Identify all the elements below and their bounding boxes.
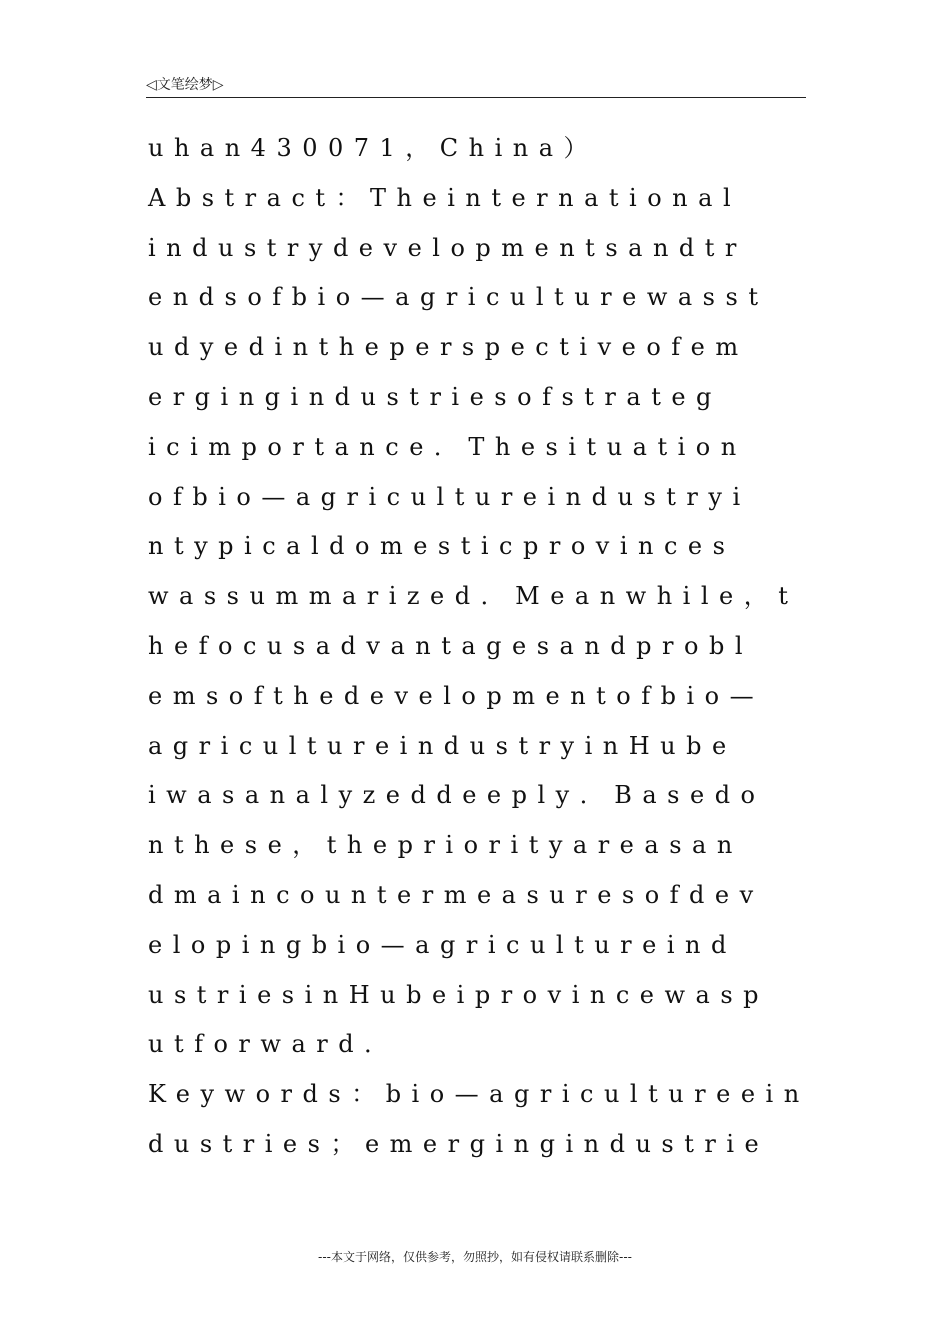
text-line: ntypicaldomesticprovinces (148, 532, 736, 561)
abstract-body (148, 124, 848, 1170)
text-line: wassummarized．Meanwhile，t (148, 582, 799, 611)
text-line: icimportance．Thesituation (148, 432, 747, 461)
text-line: udyedintheperspectiveofem (148, 333, 749, 362)
page-header: ◁文笔绘梦▷ (146, 77, 224, 93)
text-line: ergingindustriesofstrateg (148, 382, 722, 411)
text-line: nthese，thepriorityareasan (148, 831, 743, 860)
text-line: industrydevelopmentsandtr (148, 233, 747, 262)
text-line: ofbio—agricultureindustryi (148, 482, 751, 511)
text-line: utforward． (148, 1030, 399, 1059)
text-line: uhan430071，China） (148, 134, 599, 162)
page-footer: ---本文于网络，仅供参考，勿照抄，如有侵权请联系删除--- (318, 1250, 632, 1264)
text-line: hefocusadvantagesandprobl (148, 631, 753, 660)
text-line: ustriesinHubeiprovincewasp (148, 980, 769, 1009)
header-divider (146, 97, 806, 98)
text-line: Abstract：Theinternational (148, 183, 742, 212)
text-line: elopingbio—agricultureind (148, 930, 737, 959)
text-line: emsofthedevelopmentofbio— (148, 681, 765, 710)
text-line: iwasanalyzeddeeply．Basedo (148, 781, 766, 810)
text-line: dmaincountermeasuresofdev (148, 880, 764, 909)
text-line: endsofbio—agriculturewasst (148, 283, 769, 312)
keywords-line: dustries；emergingindustrie (148, 1129, 770, 1158)
text-line: agricultureindustryinHube (148, 731, 737, 760)
keywords-line: Keywords：bio—agricultureein (148, 1080, 810, 1109)
